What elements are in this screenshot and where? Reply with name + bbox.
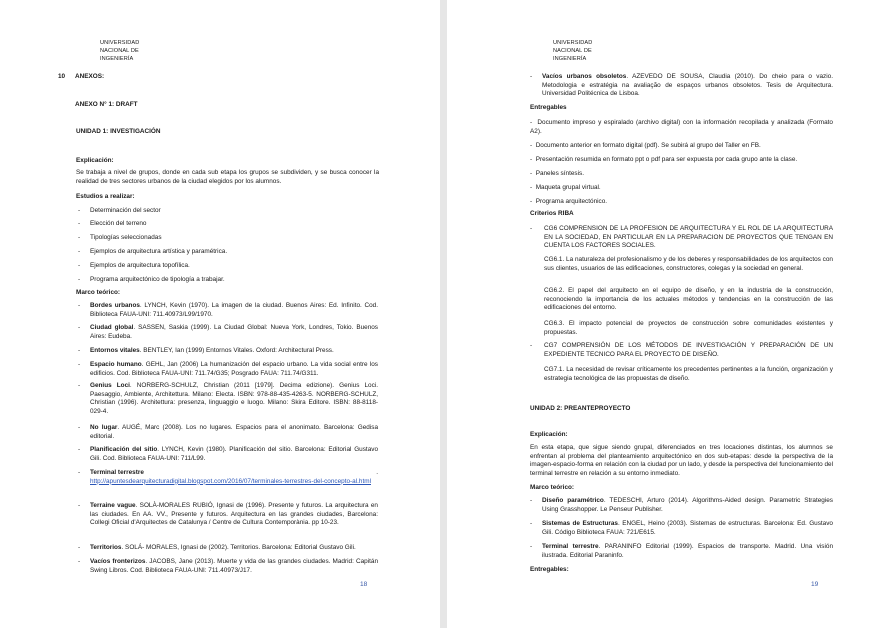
header-line: INGENIERÍA <box>553 56 587 62</box>
header-line: NACIONAL DE <box>100 48 139 54</box>
list-item: Ejemplos de arquitectura topofílica. <box>90 262 190 269</box>
bullet-dash: - <box>530 342 533 349</box>
criterion-subitem: CG7.1. La necesidad de revisar críticamente los precedentes pertinentes a la función, organización y estrategia tecnológica de las propuestas de diseño. <box>544 366 833 382</box>
deliverables-label: Entregables: <box>530 566 569 573</box>
explanation-text: En esta etapa, que sigue siendo grupal, diferenciados en tres locaciones distintas, los alumnos se enfrentan al problema del planteamiento arquitectónico en dos sub-etapas: desde la perspectiva de la imagen-espacio-forma en relación con la ciudad por un lado, y desde la perspectiva del funcionamiento del terminal terrestre en relación a su entorno inmediato. <box>530 444 833 477</box>
ref-text: . AZEVEDO DE SOUSA, Claudia (2010). Do cheio para o vazio. Metodologia e estratégia na avaliação de espaços urbanos obsoletos. Tesis de Arquitectura. Universidad Politécnica de Lisboa. <box>542 73 833 98</box>
ref-text: . GEHL, Jan (2006) La humanización del espacio urbano. La vida social entre los edificios. Cod. Biblioteca FAUA-UNI: 711.74/G35; Posgrado FAUA: 711.74/G311. <box>90 361 378 377</box>
list-item: - Maqueta grupal virtual. <box>530 184 601 191</box>
reference-item <box>90 424 378 441</box>
bullet-dash: - <box>530 520 533 527</box>
bullet-dash: - <box>78 207 81 214</box>
explanation-label: Explicación: <box>530 431 568 438</box>
bullet-dash: - <box>530 73 533 80</box>
header-line: UNIVERSIDAD <box>553 40 593 46</box>
bullet-dash: - <box>78 220 81 227</box>
reference-item <box>542 73 833 99</box>
list-item: - Documento impreso y espiralado (archivo digital) con la información recopilada y analizada (Formato A2). <box>530 119 833 135</box>
bullet-dash: - <box>78 544 81 551</box>
bullet-dash: - <box>78 302 81 309</box>
ref-text: . LYNCH, Kevin (1970). La imagen de la ciudad. Buenos Aires: Ed. Infinito. Cod. Biblioteca FAUA-UNI: 711.40973/L99/1970. <box>90 302 378 318</box>
annex-title: ANEXO N° 1: DRAFT <box>75 101 138 108</box>
explanation-text: Se trabaja a nivel de grupos, donde en cada sub etapa los grupos se subdividen, y se busca conocer la realidad de tres sectores urbanos de la ciudad elegidos por los alumnos. <box>76 169 379 185</box>
ref-term: Territorios <box>90 544 122 551</box>
ref-text: . BENTLEY, Ian (1999) Entornos Vitales. Oxford: Architectural Press. <box>139 347 334 354</box>
ref-text: . PARANINFO Editorial (1999). Espacios de transporte. Madrid. Una visión ilustrada. Editorial Paraninfo. <box>542 543 833 559</box>
ref-term: Vacíos fronterizos <box>90 558 146 565</box>
document-page-19 <box>447 0 890 628</box>
ref-term: Ciudad global <box>90 324 134 331</box>
header-line: UNIVERSIDAD <box>100 40 140 46</box>
ref-text: . SASSEN, Saskia (1999). La Ciudad Global: Nueva York, Londres, Tokio. Buenos Aires: Eudeba. <box>90 324 378 340</box>
bullet-dash: - <box>530 497 533 504</box>
ref-text: . NORBERG-SCHULZ, Christian (2011 [1979]. Decima edizione). Genius Loci. Paesaggio, Ambiente, Architettura. Milano: Electa. ISBN: 978-88-435-4263-5. NORBERG-SCHULZ, Christian (1996). Architettura: presenza, linguaggio e luogo. Milano: Skira Editore. ISBN: 88-8118-029-4. <box>90 382 378 415</box>
criterion-subitem: CG6.3. El impacto potencial de proyectos de construcción sobre comunidades existentes y propuestas. <box>544 320 833 336</box>
list-item-text: Documento impreso y espiralado (archivo digital) con la información recopilada y analizada (Formato A2). <box>530 119 833 135</box>
document-page-18 <box>0 0 440 628</box>
list-item: Programa arquitectónico de tipología a trabajar. <box>90 276 225 283</box>
bullet-dash: - <box>530 225 533 232</box>
header-line: NACIONAL DE <box>553 48 592 54</box>
bullet-dash: - <box>78 502 81 509</box>
list-item-text: Paneles síntesis. <box>535 170 584 177</box>
ref-term: Genius Loci <box>90 382 130 389</box>
reference-item <box>542 520 833 537</box>
ref-term: Entornos vitales <box>90 347 140 354</box>
ref-term: Diseño paramétrico <box>542 497 604 504</box>
criterion-item: CG6 COMPRENSION DE LA PROFESION DE ARQUITECTURA Y EL ROL DE LA ARQUITECTURA EN LA SOCIEDAD, EN PARTICULAR EN LA PREPARACION DE PROYECTOS QUE TENGAN EN CUENTA LOS FACTORES SOCIALES. <box>544 225 833 250</box>
ref-term: Bordes urbanos <box>90 302 140 309</box>
ref-term: Sistemas de Estructuras <box>542 520 618 527</box>
list-item-text: Presentación resumida en formato ppt o pdf para ser expuesta por cada grupo ante la clase. <box>535 156 798 163</box>
list-item: - Paneles síntesis. <box>530 170 584 177</box>
ref-term: Terminal terrestre <box>542 543 599 550</box>
reference-item <box>90 544 378 553</box>
university-header <box>553 39 592 63</box>
section-number: 10 <box>58 73 66 80</box>
reference-item <box>90 558 378 575</box>
reference-item <box>90 382 378 416</box>
reference-item <box>90 347 378 356</box>
bullet-dash: - <box>78 234 81 241</box>
bullet-dash: - <box>78 424 81 431</box>
list-item-text: Documento anterior en formato digital (pdf). Se subirá al grupo del Taller en FB. <box>535 142 761 149</box>
list-item: Determinación del sector <box>90 207 161 214</box>
riba-criteria-label: Criterios RIBA <box>530 210 574 217</box>
bullet-dash: - <box>78 248 81 255</box>
ref-text: . JACOBS, Jane (2013). Muerte y vida de las grandes ciudades. Madrid: Capitán Swing Libros. Cod. Biblioteca FAUA-UNI: 711.40973/J17. <box>90 558 378 574</box>
list-item-text: Maqueta grupal virtual. <box>535 184 601 191</box>
page-number: 18 <box>360 581 368 588</box>
ref-term: Vacíos urbanos obsoletos <box>542 73 627 80</box>
theory-label: Marco teórico: <box>530 484 575 491</box>
bullet-dash: - <box>530 543 533 550</box>
ref-term: No lugar <box>90 424 118 431</box>
ref-term: Espacio humano <box>90 361 142 368</box>
unit-title: UNIDAD 2: PREANTEPROYECTO <box>530 405 631 412</box>
bullet-dash: - <box>78 361 81 368</box>
bullet-dash: - <box>78 324 81 331</box>
bullet-dash: - <box>78 446 81 453</box>
bullet-dash: - <box>78 262 81 269</box>
reference-item <box>542 543 833 560</box>
ref-text: . AUGÉ, Marc (2008). Los no lugares. Espacios para el anonimato. Barcelona: Gedisa editorial. <box>90 424 379 440</box>
list-item: Tipologías seleccionadas <box>90 234 162 241</box>
reference-item <box>90 446 378 463</box>
ref-text: . <box>376 469 378 476</box>
ref-text: . TEDESCHI, Arturo (2014). Algorithms-Aided design. Parametric Strategies Using Grasshopper. Le Penseur Publisher. <box>542 497 833 513</box>
criterion-item: CG7 COMPRENSIÓN DE LOS MÉTODOS DE INVESTIGACIÓN Y PREPARACIÓN DE UN EXPEDIENTE TECNICO PARA EL PROYECTO DE DISEÑO. <box>544 342 833 358</box>
criterion-subitem: CG6.2. El papel del arquitecto en el equipo de diseño, y en la industria de la construcción, reconociendo la importancia de los actuales métodos y tendencias en la construcción de las edificaciones del entorno. <box>544 287 833 312</box>
bullet-dash: - <box>78 276 81 283</box>
list-item: - Programa arquitectónico. <box>530 198 608 205</box>
reference-item <box>90 302 378 319</box>
studies-label: Estudios a realizar: <box>76 193 135 200</box>
page-number: 19 <box>811 581 819 588</box>
reference-item <box>90 502 378 528</box>
bullet-dash: - <box>78 382 81 389</box>
list-item-text: Programa arquitectónico. <box>535 198 608 205</box>
reference-item <box>542 497 833 514</box>
reference-item <box>90 324 378 341</box>
bullet-dash: - <box>78 558 81 565</box>
ref-term: Terraine vague <box>90 502 136 509</box>
header-line: INGENIERÍA <box>100 56 134 62</box>
ref-term: Planificación del sitio <box>90 446 158 453</box>
list-item: Elección del terreno <box>90 220 147 227</box>
reference-item <box>90 361 378 378</box>
university-header <box>100 39 139 63</box>
reference-link[interactable]: http://apuntesdearquitecturadigital.blogspot.com/2016/07/terminales-terrestres-del-concepto-al.html <box>90 477 371 485</box>
reference-item <box>90 469 378 486</box>
ref-text: . ENGEL, Heino (2003). Sistemas de estructuras. Barcelona: Ed. Gustavo Gili. Código Biblioteca FAUA: 721/E615. <box>542 520 833 536</box>
ref-heading-row <box>90 469 378 478</box>
theory-label: Marco teórico: <box>76 289 121 296</box>
list-item: - Documento anterior en formato digital (pdf). Se subirá al grupo del Taller en FB. <box>530 142 761 149</box>
ref-text: . SOLÁ- MORALES, Ignasi de (2002). Territorios. Barcelona: Editorial Gustavo Gili. <box>121 544 356 551</box>
ref-text: . SOLÀ-MORALES RUBIÓ, Ignasi de (1996). Presente y futuros. La arquitectura en las ciudades. En AA. VV., Presente y futuros. Arquitectura en las grandes ciudades, Barcelona: Collegi Oficial d'Arquitectes de Catalunya / Centre de Cultura Contemporània. pp 10-23. <box>90 502 378 527</box>
section-title: ANEXOS: <box>75 73 105 80</box>
criterion-subitem: CG6.1. La naturaleza del profesionalismo y de los deberes y responsabilidades de los arquitectos con sus clientes, usuarios de las edificaciones, constructores, colegas y la sociedad en general. <box>544 256 833 272</box>
ref-text: . LYNCH, Kevin (1980). Planificación del sitio. Barcelona: Editorial Gustavo Gili. Cod. Biblioteca FAUA-UNI: 711/L99. <box>90 446 378 462</box>
bullet-dash: - <box>78 347 81 354</box>
bullet-dash: - <box>78 469 81 476</box>
explanation-label: Explicación: <box>76 157 114 164</box>
deliverables-label: Entregables <box>530 104 567 111</box>
ref-term: Terminal terrestre <box>90 469 144 476</box>
list-item: - Presentación resumida en formato ppt o pdf para ser expuesta por cada grupo ante la clase. <box>530 156 798 163</box>
list-item: Ejemplos de arquitectura artística y paramétrica. <box>90 248 228 255</box>
unit-title: UNIDAD 1: INVESTIGACIÓN <box>76 128 161 135</box>
